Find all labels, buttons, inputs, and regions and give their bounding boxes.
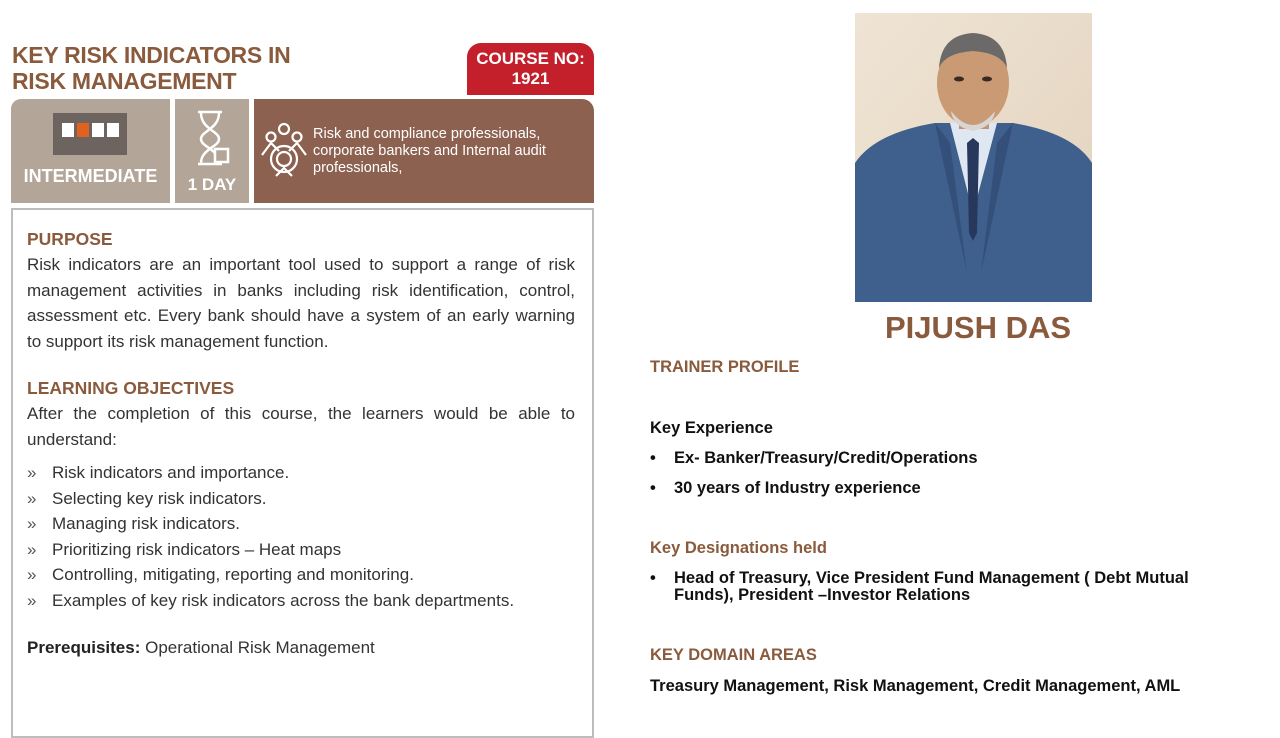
duration-tile <box>175 99 249 203</box>
key-experience-heading: Key Experience <box>650 419 773 437</box>
bullet-marker: » <box>27 463 37 482</box>
audience-text: Risk and compliance professionals, corporate bankers and Internal audit professionals, <box>313 126 546 176</box>
course-number-label: COURSE NO: <box>476 49 585 68</box>
objective-text: Managing risk indicators. <box>52 514 241 533</box>
bullet-marker: » <box>27 514 37 533</box>
list-item <box>27 511 514 537</box>
objectives-heading: LEARNING OBJECTIVES <box>27 378 235 398</box>
designation-item: Head of Treasury, Vice President Fund Management ( Debt Mutual Funds), President –Investor Relations <box>674 569 1189 604</box>
experience-item: 30 years of Industry experience <box>674 479 921 497</box>
level-meter-icon <box>53 113 127 155</box>
course-number-badge <box>467 43 594 95</box>
domain-areas-text: Treasury Management, Risk Management, Credit Management, AML <box>650 677 1181 695</box>
bullet-marker: » <box>27 565 37 584</box>
bullet-marker: » <box>27 539 37 559</box>
course-title <box>12 42 432 94</box>
list-item <box>27 588 514 614</box>
designations-heading: Key Designations held <box>650 539 827 557</box>
objective-text: Examples of key risk indicators across the bank departments. <box>52 590 515 610</box>
level-label: INTERMEDIATE <box>23 166 158 186</box>
list-item <box>27 562 514 588</box>
course-number: 1921 <box>511 69 550 88</box>
purpose-heading: PURPOSE <box>27 229 113 249</box>
objectives-intro: After the completion of this course, the learners would be able to understand: <box>27 404 575 449</box>
list-item: • Ex- Banker/Treasury/Credit/Operations <box>650 450 1240 467</box>
list-item <box>27 460 514 486</box>
course-title-line1: KEY RISK INDICATORS IN <box>12 42 291 68</box>
level-tile <box>11 99 170 203</box>
list-item: • 30 years of Industry experience <box>650 480 1240 497</box>
audience-tile <box>254 99 594 203</box>
trainer-photo <box>855 13 1092 302</box>
prerequisites-label: Prerequisites: <box>27 638 141 657</box>
duration-label: 1 DAY <box>187 175 237 194</box>
objective-text: Risk indicators and importance. <box>52 463 290 482</box>
list-item <box>27 486 514 512</box>
objectives-list <box>27 460 514 613</box>
bullet-marker: » <box>27 488 37 508</box>
prerequisites-value: Operational Risk Management <box>145 638 375 657</box>
domain-areas-heading: KEY DOMAIN AREAS <box>650 646 817 664</box>
bullet-marker: » <box>27 590 37 610</box>
objective-text: Prioritizing risk indicators – Heat maps <box>52 539 342 559</box>
list-item <box>27 537 514 563</box>
course-title-line2: RISK MANAGEMENT <box>12 68 237 94</box>
hourglass-icon <box>194 109 230 167</box>
experience-item: Ex- Banker/Treasury/Credit/Operations <box>674 449 978 467</box>
audience-icon <box>259 121 309 181</box>
list-item: • Head of Treasury, Vice President Fund Management ( Debt Mutual Funds), President –Investor Relations <box>650 570 1240 604</box>
objective-text: Selecting key risk indicators. <box>52 488 267 508</box>
objective-text: Controlling, mitigating, reporting and monitoring. <box>52 565 414 584</box>
trainer-name: PIJUSH DAS <box>884 310 1072 345</box>
trainer-profile-heading: TRAINER PROFILE <box>650 358 800 376</box>
prerequisites <box>27 638 375 658</box>
purpose-text: Risk indicators are an important tool used to support a range of risk management activities in banks including risk identification, control, assessment etc. Every bank should have a system of an early warning to support its risk management function. <box>27 255 575 351</box>
